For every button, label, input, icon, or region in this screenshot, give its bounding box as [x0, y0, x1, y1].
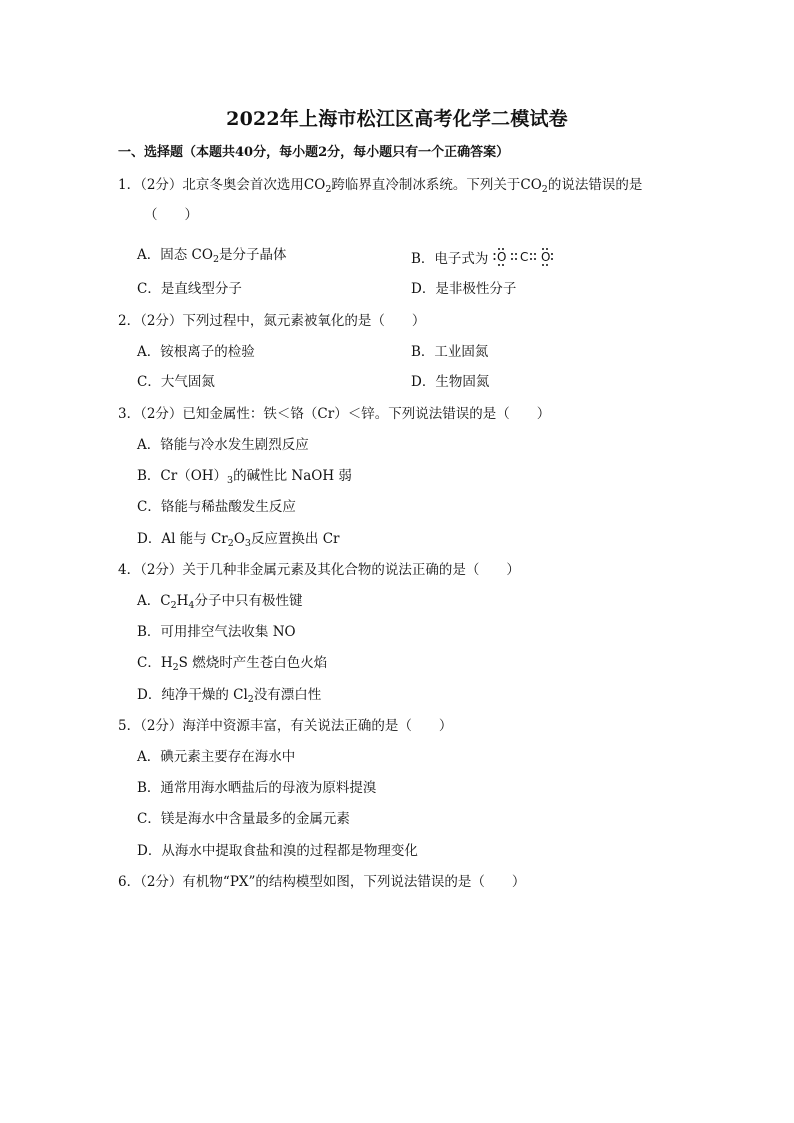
question-3-option-d: D．Al 能与 $Cr_2O_3$反应置换出 Cr	[137, 531, 340, 549]
question-1-option-a: A．固态 $CO_2$是分子晶体	[137, 247, 287, 265]
question-4-option-c: C．$H_2S$ 燃烧时产生苍白色火焰	[137, 655, 328, 673]
question-2-stem: 2．（2分）下列过程中，氮元素被氧化的是（ ）	[118, 313, 426, 329]
lewis-carbon: C	[519, 250, 529, 264]
question-2-option-c: C．大气固氮	[137, 374, 215, 390]
lewis-oxygen-right: O	[540, 250, 551, 264]
question-3-option-b: B．$Cr(OH)_3$的碱性比 NaOH 弱	[137, 468, 352, 486]
exam-title: 2022年上海市松江区高考化学二模试卷	[226, 108, 568, 130]
question-5-option-a: A．碘元素主要存在海水中	[137, 749, 296, 765]
co2-lewis-structure	[493, 246, 555, 268]
question-1-option-d: D．是非极性分子	[411, 281, 517, 297]
question-4-option-d: D．纯净干燥的 $Cl_2$没有漂白性	[137, 687, 322, 705]
question-5-option-d: D．从海水中提取食盐和溴的过程都是物理变化	[137, 843, 418, 859]
question-2-option-d: D．生物固氮	[411, 374, 490, 390]
lewis-oxygen-left: O	[496, 250, 507, 264]
question-4-stem: 4．（2分）关于几种非金属元素及其化合物的说法正确的是（ ）	[118, 562, 520, 578]
question-5-option-c: C．镁是海水中含量最多的金属元素	[137, 811, 350, 827]
question-1-blank: （ ）	[144, 207, 198, 223]
question-3-option-a: A．铬能与冷水发生剧烈反应	[137, 437, 309, 453]
question-6-stem: 6．（2分）有机物“PX”的结构模型如图，下列说法错误的是（ ）	[118, 874, 526, 890]
question-2-option-a: A．铵根离子的检验	[137, 344, 255, 360]
question-5-stem: 5．（2分）海洋中资源丰富，有关说法正确的是（ ）	[118, 718, 453, 734]
section-heading: 一、选择题（本题共40分，每小题2分，每小题只有一个正确答案）	[118, 145, 510, 160]
question-5-option-b: B．通常用海水晒盐后的母液为原料提溴	[137, 780, 377, 796]
question-4-option-a: A．$C_2H_4$分子中只有极性键	[137, 593, 303, 611]
question-1-stem: 1．（2分）北京冬奥会首次选用$CO_2$跨临界直冷制冰系统。下列关于$CO_2$的说法错误的是	[118, 177, 643, 195]
question-1-option-c: C．是直线型分子	[137, 281, 242, 297]
question-3-option-c: C．铬能与稀盐酸发生反应	[137, 499, 296, 515]
question-2-option-b: B．工业固氮	[411, 344, 489, 360]
question-3-stem: 3．（2分）已知金属性：铁＜铬（Cr）＜锌。下列说法错误的是（ ）	[118, 406, 551, 422]
question-1-option-b: B．电子式为 O C O	[411, 246, 555, 268]
question-4-option-b: B．可用排空气法收集 NO	[137, 624, 296, 640]
